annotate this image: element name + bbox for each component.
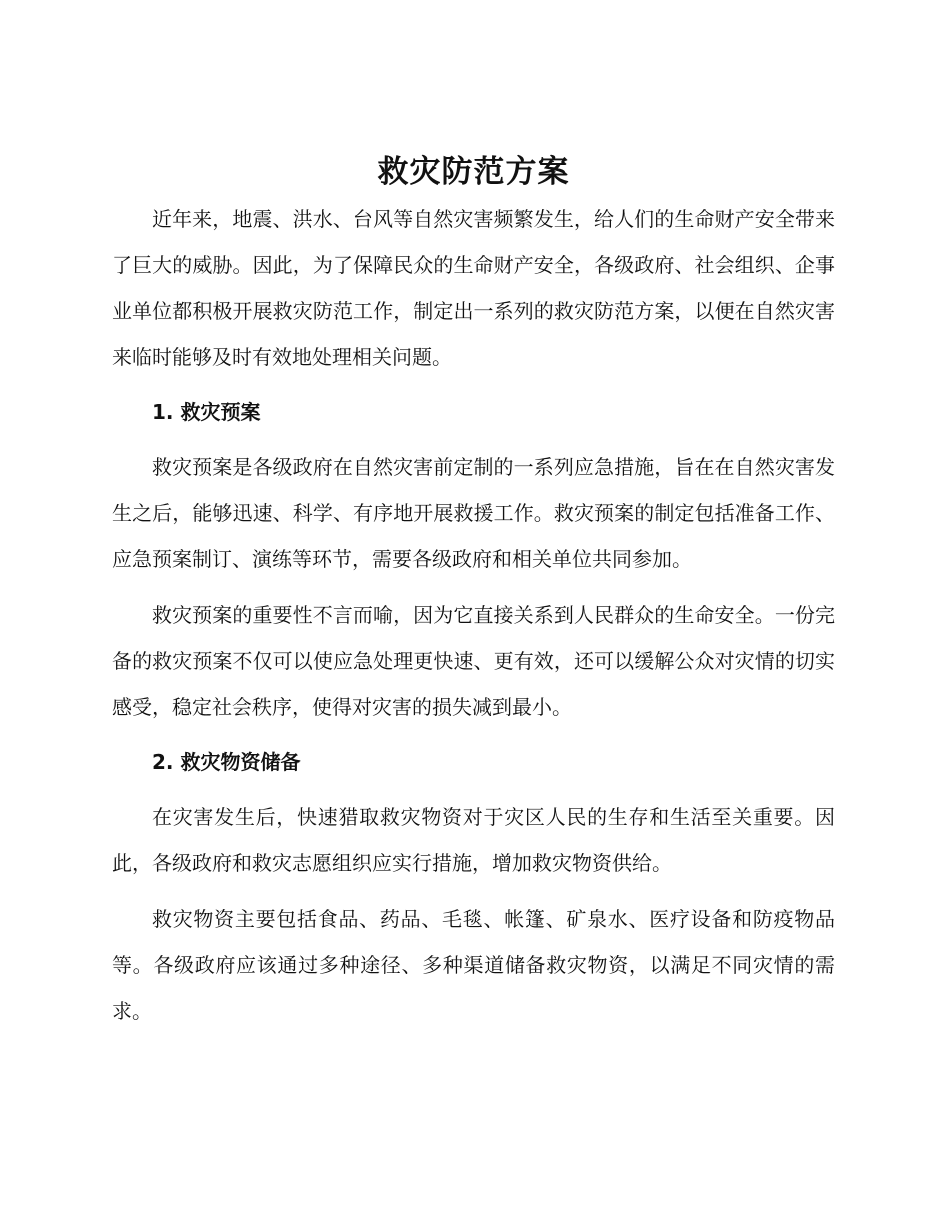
section-heading-supply-reserve: 2. 救灾物资储备 (152, 750, 301, 774)
section-2-paragraph-1: 在灾害发生后，快速猎取救灾物资对于灾区人民的生存和生活至关重要。因此，各级政府和救灾志愿组织应实行措施，增加救灾物资供给。 (112, 805, 835, 875)
spacer (112, 435, 835, 444)
section-2-paragraph-2: 救灾物资主要包括食品、药品、毛毯、帐篷、矿泉水、医疗设备和防疫物品等。各级政府应该通过多种途径、多种渠道储备救灾物资，以满足不同灾情的需求。 (112, 907, 835, 1023)
section-1-paragraph-2: 救灾预案的重要性不言而喻，因为它直接关系到人民群众的生命安全。一份完备的救灾预案不仅可以使应急处理更快速、更有效，还可以缓解公众对灾情的切实感受，稳定社会秩序，使得对灾害的损失减到最小。 (112, 603, 835, 719)
spacer (112, 886, 835, 896)
document-title: 救灾防范方案 (377, 154, 570, 190)
spacer (112, 380, 835, 389)
section-1-paragraph-1: 救灾预案是各级政府在自然灾害前定制的一系列应急措施，旨在在自然灾害发生之后，能够迅速、科学、有序地开展救援工作。救灾预案的制定包括准备工作、应急预案制订、演练等环节，需要各级政府和相关单位共同参加。 (112, 455, 835, 571)
section-heading-contingency-plan: 1. 救灾预案 (152, 400, 261, 424)
spacer (112, 730, 835, 739)
spacer (112, 582, 835, 592)
intro-paragraph: 近年来，地震、洪水、台风等自然灾害频繁发生，给人们的生命财产安全带来了巨大的威胁。因此，为了保障民众的生命财产安全，各级政府、社会组织、企事业单位都积极开展救灾防范工作，制定出一系列的救灾防范方案，以便在自然灾害来临时能够及时有效地处理相关问题。 (112, 207, 835, 369)
spacer (112, 785, 835, 794)
